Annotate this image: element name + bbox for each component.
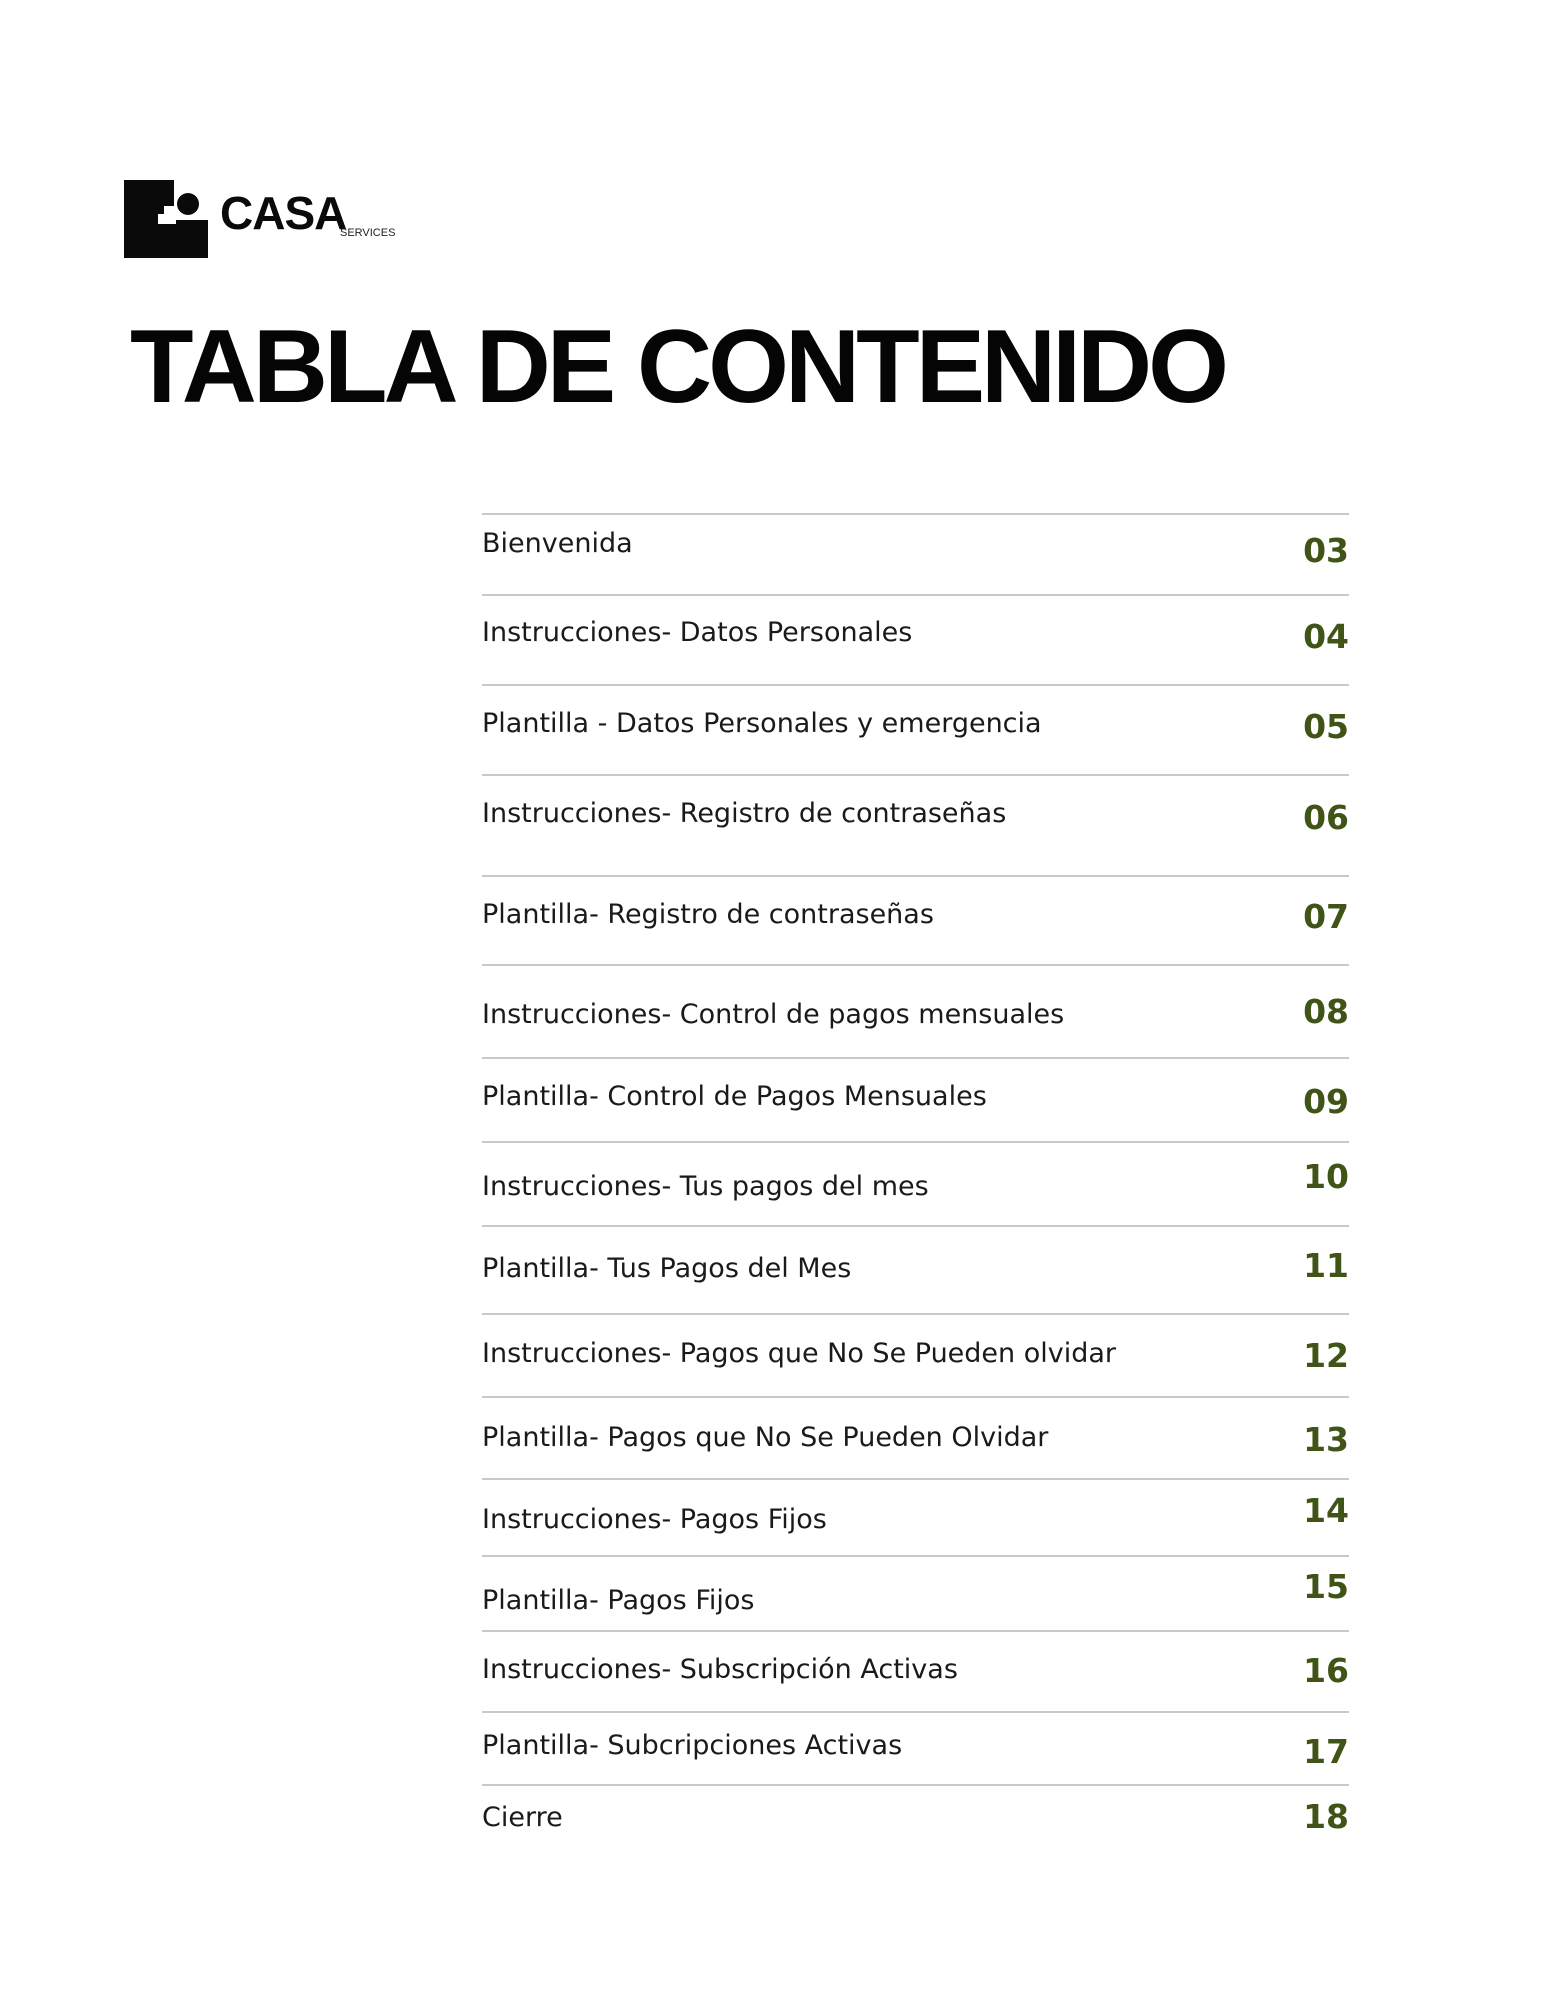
- toc-divider: [482, 594, 1349, 596]
- toc-entry-label: Instrucciones- Registro de contraseñas: [482, 798, 1007, 829]
- toc-entry-page: 08: [1303, 992, 1349, 1031]
- toc-entry-label: Plantilla- Pagos que No Se Pueden Olvidar: [482, 1422, 1049, 1453]
- toc-divider: [482, 1313, 1349, 1315]
- toc-divider: [482, 1478, 1349, 1480]
- toc-entry-label: Plantilla - Datos Personales y emergencia: [482, 708, 1042, 739]
- toc-divider: [482, 1396, 1349, 1398]
- toc-divider: [482, 1630, 1349, 1632]
- toc-divider: [482, 875, 1349, 877]
- toc-entry-page: 16: [1303, 1651, 1349, 1690]
- toc-entry-label: Instrucciones- Tus pagos del mes: [482, 1171, 929, 1202]
- toc-entry-page: 14: [1303, 1491, 1349, 1530]
- toc-entry-label: Plantilla- Control de Pagos Mensuales: [482, 1081, 987, 1112]
- toc-entry-label: Instrucciones- Pagos Fijos: [482, 1504, 827, 1535]
- toc-entry-label: Plantilla- Registro de contraseñas: [482, 899, 934, 930]
- toc-entry-page: 11: [1303, 1246, 1349, 1285]
- toc-entry-label: Instrucciones- Subscripción Activas: [482, 1654, 958, 1685]
- toc-divider: [482, 964, 1349, 966]
- logo-wordmark: CASA: [220, 187, 347, 239]
- toc-entry-page: 07: [1303, 897, 1349, 936]
- toc-divider: [482, 1555, 1349, 1557]
- toc-divider: [482, 1141, 1349, 1143]
- toc-entry-label: Instrucciones- Control de pagos mensuales: [482, 999, 1065, 1030]
- toc-entry-page: 05: [1303, 707, 1349, 746]
- toc-divider: [482, 513, 1349, 515]
- toc-entry-page: 04: [1303, 617, 1349, 656]
- toc-divider: [482, 1057, 1349, 1059]
- logo-subtitle: SERVICES: [340, 227, 396, 239]
- toc-entry-label: Cierre: [482, 1802, 563, 1833]
- toc-divider: [482, 684, 1349, 686]
- toc-entry-label: Plantilla- Tus Pagos del Mes: [482, 1253, 852, 1284]
- toc-entry-page: 06: [1303, 798, 1349, 837]
- toc-divider: [482, 1225, 1349, 1227]
- toc-entry-page: 17: [1303, 1732, 1349, 1771]
- toc-entry-page: 18: [1303, 1797, 1349, 1836]
- casa-logo-icon: [124, 180, 208, 258]
- page-title: TABLA DE CONTENIDO: [130, 309, 1226, 425]
- toc-divider: [482, 1711, 1349, 1713]
- toc-entry-label: Instrucciones- Pagos que No Se Pueden olvidar: [482, 1338, 1117, 1369]
- table-of-contents: [482, 0, 1349, 2000]
- toc-entry-page: 13: [1303, 1420, 1349, 1459]
- toc-divider: [482, 1784, 1349, 1786]
- toc-entry-label: Plantilla- Pagos Fijos: [482, 1585, 755, 1616]
- toc-entry-label: Instrucciones- Datos Personales: [482, 617, 913, 648]
- toc-entry-label: Bienvenida: [482, 528, 633, 559]
- toc-entry-page: 15: [1303, 1567, 1349, 1606]
- toc-entry-page: 09: [1303, 1082, 1349, 1121]
- casa-services-logo: [124, 180, 414, 260]
- toc-entry-page: 10: [1303, 1157, 1349, 1196]
- toc-divider: [482, 774, 1349, 776]
- toc-entry-label: Plantilla- Subcripciones Activas: [482, 1730, 903, 1761]
- toc-entry-page: 12: [1303, 1336, 1349, 1375]
- toc-entry-page: 03: [1303, 531, 1349, 570]
